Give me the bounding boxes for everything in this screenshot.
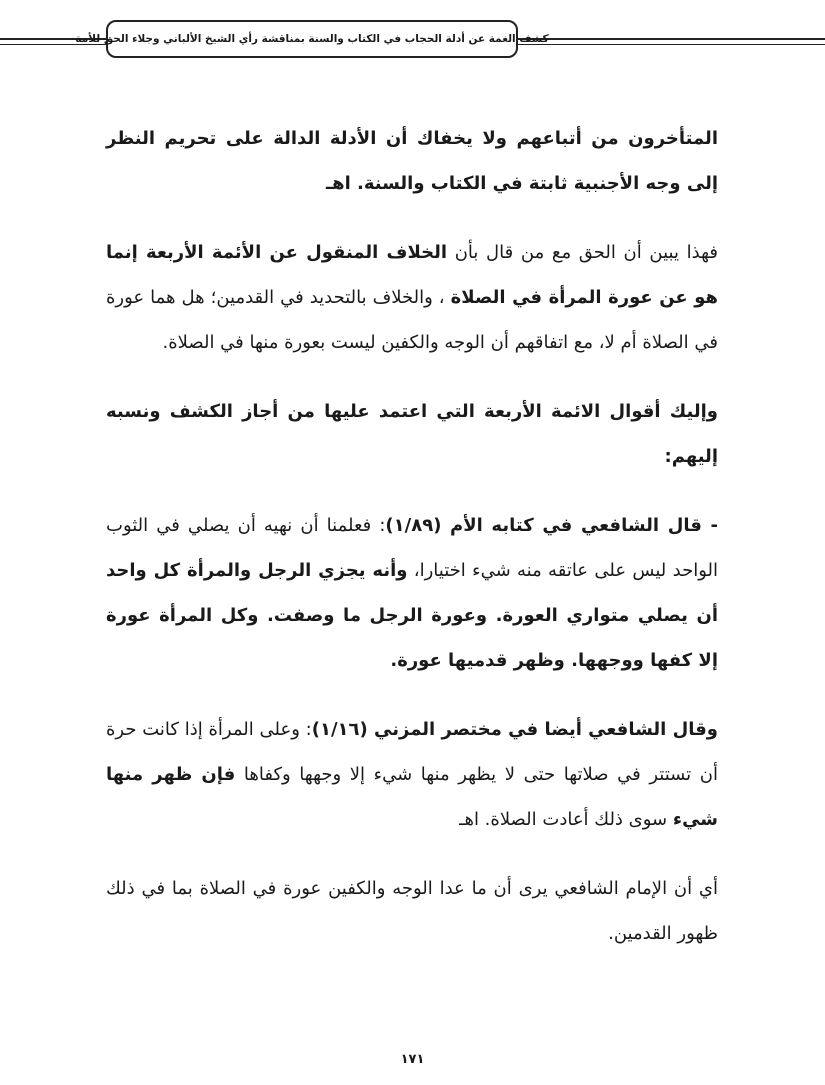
paragraph-quote-al-umm — [106, 503, 718, 683]
paragraph-conclusion — [106, 866, 718, 956]
running-header — [75, 20, 549, 58]
quote-al-umm-source: - قال الشافعي في كتابه الأم (١/٨٩) — [385, 515, 718, 536]
running-header-title: كشف الغمة عن أدلة الحجاب في الكتاب والسنة بمناقشة رأي الشيخ الألباني وجلاء الحق للأمة — [75, 33, 549, 45]
quote-al-umm-bold: وأنه يجزي الرجل والمرأة كل واحد أن يصلي متواري العورة. وعورة الرجل ما وصفت. وكل المرأة عورة إلا كفها ووجهها. وظهر قدميها عورة. — [106, 560, 718, 671]
quote-muzani-source: وقال الشافعي أيضا في مختصر المزني (١/١٦) — [311, 719, 718, 740]
quote-al-umm-text: : فعلمنا أن نهيه أن يصلي في الثوب الواحد ليس على عاتقه منه شيء اختيارا، — [106, 515, 718, 581]
summary-text-1: فهذا يبين أن الحق مع من قال بأن — [447, 242, 718, 263]
summary-bold: الخلاف المنقول عن الأئمة الأربعة إنما هو عن عورة المرأة في الصلاة — [106, 242, 719, 308]
page-number: ١٧١ — [400, 1052, 425, 1067]
quote-muzani-text-2: سوى ذلك أعادت الصلاة. اهـ — [459, 809, 673, 830]
conclusion-text: أي أن الإمام الشافعي يرى أن ما عدا الوجه والكفين عورة في الصلاة بما في ذلك ظهور القدمين. — [106, 878, 718, 944]
page-body — [106, 116, 718, 980]
quote-muzani-text-1: : وعلى المرأة إذا كانت حرة أن تستتر في صلاتها حتى لا يظهر منها شيء إلا وجهها وكفاها — [106, 719, 718, 785]
section-heading-text: وإليك أقوال الائمة الأربعة التي اعتمد عليها من أجاز الكشف ونسبه إليهم: — [106, 401, 718, 467]
paragraph-quote-muzani — [106, 707, 718, 842]
quote-muzani-bold: فإن ظهر منها شيء — [106, 764, 718, 830]
summary-text-2: ، والخلاف بالتحديد في القدمين؛ هل هما عورة في الصلاة أم لا، مع اتفاقهم أن الوجه والكفين ليست بعورة منها في الصلاة. — [106, 287, 718, 353]
paragraph-intro — [106, 116, 718, 206]
paragraph-summary — [106, 230, 718, 365]
section-heading — [106, 389, 718, 479]
paragraph-intro-text: المتأخرون من أتباعهم ولا يخفاك أن الأدلة الدالة على تحريم النظر إلى وجه الأجنبية ثابتة في الكتاب والسنة. اهـ — [106, 128, 718, 194]
